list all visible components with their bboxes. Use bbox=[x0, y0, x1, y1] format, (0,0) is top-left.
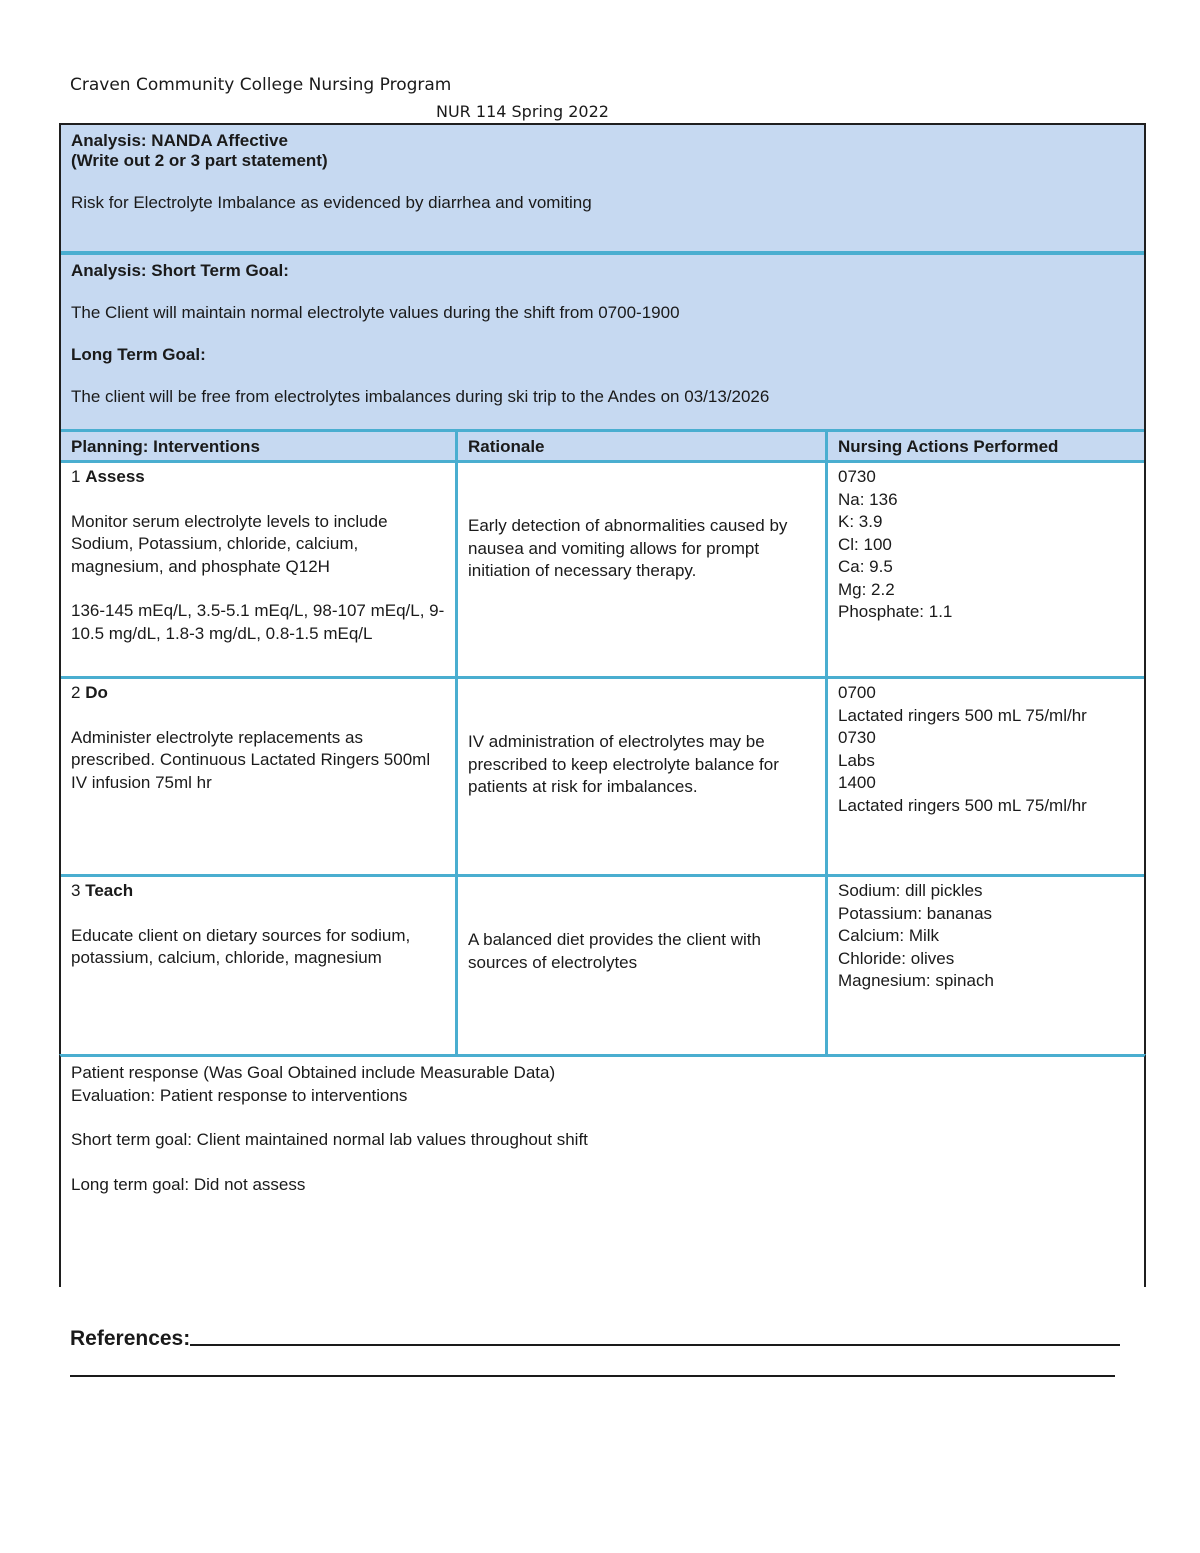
evaluation-short-term: Short term goal: Client maintained normal lab values throughout shift bbox=[71, 1130, 588, 1149]
rationale-cell: Early detection of abnormalities caused by nausea and vomiting allows for prompt initiation of necessary therapy. bbox=[458, 460, 828, 676]
table-row bbox=[59, 460, 1146, 676]
actions-cell bbox=[828, 874, 1144, 1054]
nanda-statement: Risk for Electrolyte Imbalance as evidenced by diarrhea and vomiting bbox=[71, 193, 592, 212]
references-label: References: bbox=[70, 1327, 191, 1350]
rationale-cell: A balanced diet provides the client with sources of electrolytes bbox=[458, 874, 828, 1054]
table-header-row bbox=[59, 429, 1146, 460]
action-line: Ca: 9.5 bbox=[838, 557, 893, 576]
header-rationale: Rationale bbox=[458, 429, 828, 460]
short-term-goal-text: The Client will maintain normal electrolyte values during the shift from 0700-1900 bbox=[71, 303, 680, 322]
action-line: K: 3.9 bbox=[838, 512, 883, 531]
intervention-number: 3 bbox=[71, 881, 81, 900]
intervention-text: Administer electrolyte replacements as prescribed. Continuous Lactated Ringers 500ml IV infusion 75ml hr bbox=[71, 727, 431, 792]
care-plan-form bbox=[59, 123, 1146, 1287]
action-line: Labs bbox=[838, 750, 875, 770]
intervention-text: Monitor serum electrolyte levels to include Sodium, Potassium, chloride, calcium, magnesium, and phosphate Q12H bbox=[71, 511, 388, 576]
table-row bbox=[59, 874, 1146, 1054]
rationale-cell: IV administration of electrolytes may be prescribed to keep electrolyte balance for patients at risk for imbalances. bbox=[458, 676, 828, 874]
references-rule bbox=[190, 1344, 1120, 1346]
table-row bbox=[59, 676, 1146, 874]
nanda-title: Analysis: NANDA Affective bbox=[71, 131, 288, 150]
intervention-label: Teach bbox=[85, 881, 134, 900]
header-interventions: Planning: Interventions bbox=[61, 429, 458, 460]
evaluation-prompt: Patient response (Was Goal Obtained include Measurable Data) bbox=[71, 1063, 556, 1082]
intervention-number: 1 bbox=[71, 467, 81, 486]
nanda-section bbox=[59, 123, 1146, 251]
evaluation-long-term: Long term goal: Did not assess bbox=[71, 1174, 306, 1194]
short-term-goal-label: Analysis: Short Term Goal: bbox=[71, 261, 289, 280]
action-line: Lactated ringers 500 mL 75/ml/hr bbox=[838, 705, 1087, 725]
action-line: 0730 bbox=[838, 467, 876, 486]
college-name: Craven Community College Nursing Program bbox=[70, 75, 452, 95]
evaluation-subtitle: Evaluation: Patient response to interventions bbox=[71, 1085, 408, 1105]
actions-cell bbox=[828, 676, 1144, 874]
long-term-goal-text: The client will be free from electrolytes imbalances during ski trip to the Andes on 03/13/2026 bbox=[71, 387, 770, 406]
goals-section bbox=[59, 255, 1146, 429]
action-line: 0730 bbox=[838, 728, 876, 747]
references-section bbox=[70, 1323, 1120, 1377]
long-term-goal-label: Long Term Goal: bbox=[71, 345, 206, 364]
actions-cell bbox=[828, 460, 1144, 676]
intervention-text: Educate client on dietary sources for sodium, potassium, calcium, chloride, magnesium bbox=[71, 925, 411, 967]
intervention-cell bbox=[61, 676, 458, 874]
intervention-label: Do bbox=[85, 683, 108, 702]
intervention-cell bbox=[61, 460, 458, 676]
action-line: Sodium: dill pickles bbox=[838, 881, 983, 900]
nanda-subtitle: (Write out 2 or 3 part statement) bbox=[71, 151, 328, 170]
header-actions: Nursing Actions Performed bbox=[828, 429, 1144, 460]
action-line: 0700 bbox=[838, 683, 876, 702]
action-line: Potassium: bananas bbox=[838, 903, 993, 923]
action-line: Chloride: olives bbox=[838, 948, 955, 968]
action-line: Na: 136 bbox=[838, 489, 898, 509]
action-line: 1400 bbox=[838, 773, 876, 792]
action-line: Mg: 2.2 bbox=[838, 579, 895, 599]
references-rule-2 bbox=[70, 1351, 1115, 1377]
action-line: Lactated ringers 500 mL 75/ml/hr bbox=[838, 795, 1087, 815]
intervention-label: Assess bbox=[85, 467, 145, 486]
action-line: Phosphate: 1.1 bbox=[838, 602, 953, 621]
intervention-number: 2 bbox=[71, 683, 81, 702]
action-line: Magnesium: spinach bbox=[838, 971, 994, 990]
course-title: NUR 114 Spring 2022 bbox=[436, 102, 609, 121]
action-line: Cl: 100 bbox=[838, 534, 892, 554]
intervention-cell bbox=[61, 874, 458, 1054]
action-line: Calcium: Milk bbox=[838, 926, 940, 945]
evaluation-section bbox=[59, 1054, 1146, 1287]
intervention-ranges: 136-145 mEq/L, 3.5-5.1 mEq/L, 98-107 mEq/L, 9-10.5 mg/dL, 1.8-3 mg/dL, 0.8-1.5 mEq/L bbox=[71, 601, 445, 643]
